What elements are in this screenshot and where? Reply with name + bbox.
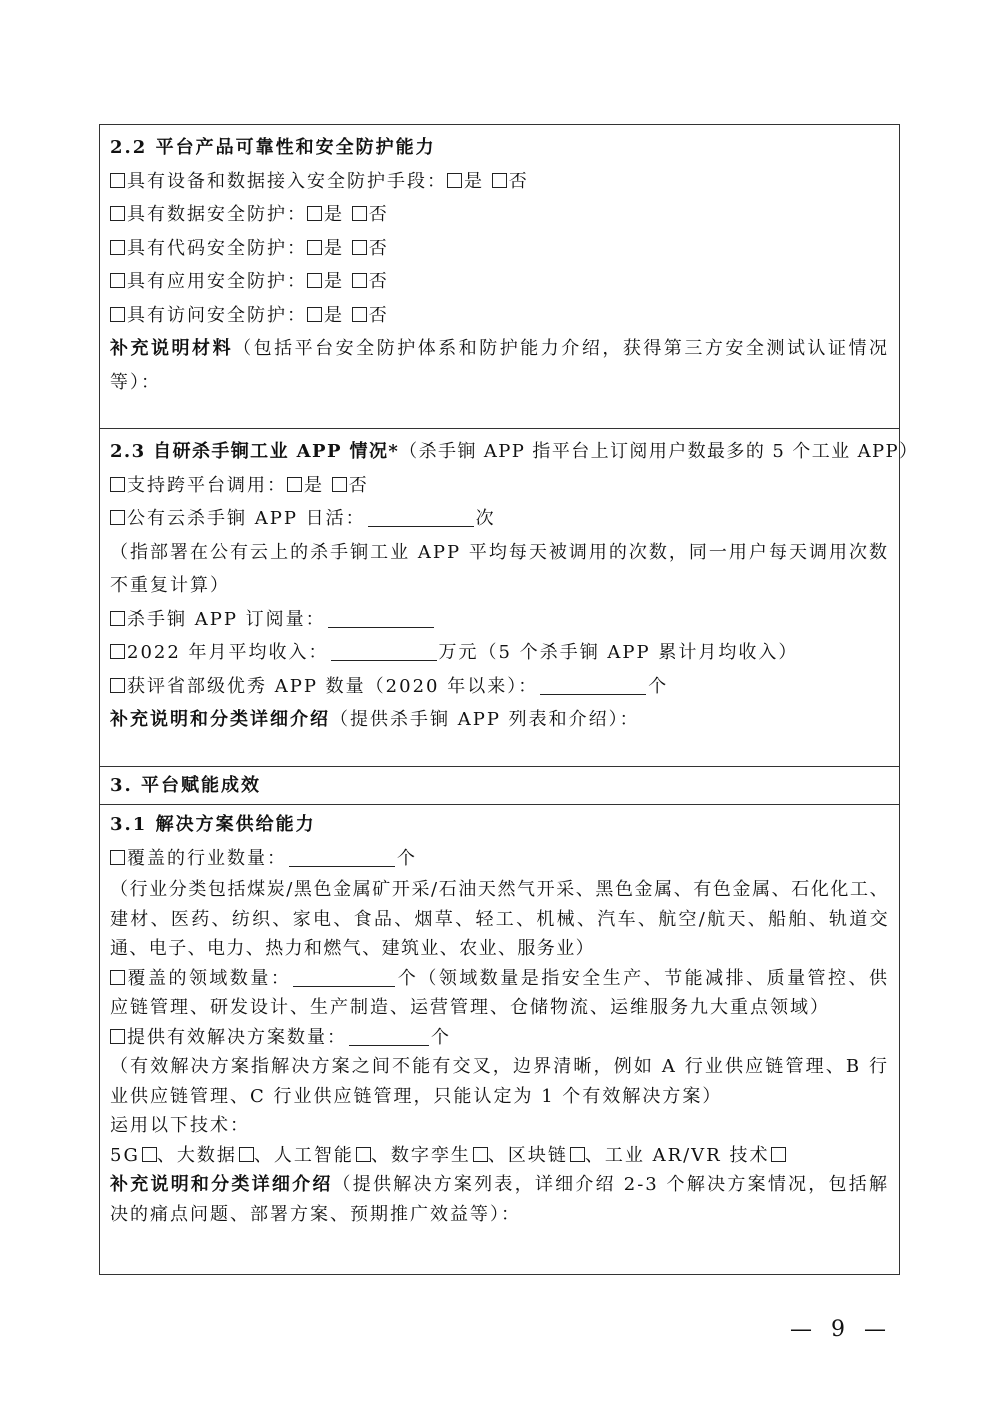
dau-note: （指部署在公有云上的杀手锏工业 APP 平均每天被调用的次数，同一用户每天调用次数不重复计算） <box>110 541 889 596</box>
no-checkbox[interactable] <box>352 273 367 288</box>
subscription-row: 杀手锏 APP 订阅量： <box>110 603 889 637</box>
checkbox[interactable] <box>110 611 125 626</box>
checkbox[interactable] <box>110 644 125 659</box>
industry-count-row: 覆盖的行业数量： 个 <box>110 842 889 876</box>
section-3-1-title: 3.1 解决方案供给能力 <box>110 814 316 835</box>
income-row: 2022 年月平均收入： 万元（5 个杀手锏 APP 累计月均收入） <box>110 636 889 670</box>
industry-note: （行业分类包括煤炭/黑色金属矿开采/石油天然气开采、黑色金属、有色金属、石化化工、建材、医药、纺织、家电、食品、烟草、轻工、机械、汽车、航空/航天、船舶、轨道交通、电子、电力、热力和燃气、建筑业、农业、服务业） <box>110 879 889 959</box>
tech-intro: 运用以下技术： <box>110 1115 250 1136</box>
no-checkbox[interactable] <box>332 477 347 492</box>
tech-5g-checkbox[interactable] <box>142 1147 157 1162</box>
security-item-2: 具有数据安全防护： 是 否 <box>110 198 889 232</box>
section-2-2 <box>100 125 899 429</box>
section-2-3 <box>100 429 919 767</box>
security-item-1: 具有设备和数据接入安全防护手段： 是 否 <box>110 165 889 199</box>
no-checkbox[interactable] <box>352 307 367 322</box>
page-number: — 9 — <box>790 1317 892 1342</box>
cross-platform-row: 支持跨平台调用： 是 否 <box>110 469 889 503</box>
yes-checkbox[interactable] <box>307 273 322 288</box>
award-row: 获评省部级优秀 APP 数量（2020 年以来）： 个 <box>110 670 889 704</box>
yes-checkbox[interactable] <box>307 240 322 255</box>
section-3 <box>100 767 899 805</box>
security-item-5: 具有访问安全防护： 是 否 <box>110 299 889 333</box>
industry-blank[interactable] <box>289 848 395 867</box>
supplementary-note: 补充说明和分类详细介绍（提供解决方案列表，详细介绍 2-3 个解决方案情况，包括解决的痛点问题、部署方案、预期推广效益等）： <box>110 1174 889 1225</box>
no-checkbox[interactable] <box>352 240 367 255</box>
tech-bigdata-checkbox[interactable] <box>239 1147 254 1162</box>
solution-count-row: 提供有效解决方案数量： 个 <box>110 1023 889 1053</box>
supplementary-note: 补充说明材料（包括平台安全防护体系和防护能力介绍，获得第三方安全测试认证情况等）： <box>110 338 890 393</box>
application-form-table <box>99 124 919 1275</box>
yes-checkbox[interactable] <box>307 206 322 221</box>
yes-checkbox[interactable] <box>307 307 322 322</box>
subscription-blank[interactable] <box>328 609 434 628</box>
section-3-1 <box>100 805 899 1274</box>
section-2-2-title: 2.2 平台产品可靠性和安全防护能力 <box>110 137 436 158</box>
checkbox[interactable] <box>110 850 125 865</box>
yes-checkbox[interactable] <box>287 477 302 492</box>
domain-blank[interactable] <box>293 968 395 987</box>
tech-ai-checkbox[interactable] <box>356 1147 371 1162</box>
checkbox[interactable] <box>110 173 125 188</box>
section-3-title: 3. 平台赋能成效 <box>110 775 262 796</box>
tech-row: 5G 、大数据 、人工智能 、数字孪生 、区块链 、工业 AR/VR 技术 <box>110 1141 889 1171</box>
yes-checkbox[interactable] <box>447 173 462 188</box>
solution-note: （有效解决方案指解决方案之间不能有交叉，边界清晰，例如 A 行业供应链管理、B 行业供应链管理、C 行业供应链管理，只能认定为 1 个有效解决方案） <box>110 1056 889 1107</box>
no-checkbox[interactable] <box>352 206 367 221</box>
checkbox[interactable] <box>110 273 125 288</box>
checkbox[interactable] <box>110 307 125 322</box>
award-blank[interactable] <box>540 676 646 695</box>
checkbox[interactable] <box>110 240 125 255</box>
security-item-3: 具有代码安全防护： 是 否 <box>110 232 889 266</box>
checkbox[interactable] <box>110 477 125 492</box>
section-2-3-title: 2.3 自研杀手锏工业 APP 情况*（杀手锏 APP 指平台上订阅用户数最多的 5 个工业 APP） <box>110 441 919 462</box>
domain-count-row: 覆盖的领域数量： 个（领域数量是指安全生产、节能减排、质量管控、供应链管理、研发设计、生产制造、运营管理、仓储物流、运维服务九大重点领域） <box>110 967 890 1018</box>
no-checkbox[interactable] <box>492 173 507 188</box>
tech-blockchain-checkbox[interactable] <box>570 1147 585 1162</box>
solution-blank[interactable] <box>349 1027 429 1046</box>
security-item-4: 具有应用安全防护： 是 否 <box>110 265 889 299</box>
supplementary-note: 补充说明和分类详细介绍（提供杀手锏 APP 列表和介绍）： <box>110 709 640 730</box>
income-blank[interactable] <box>331 642 437 661</box>
checkbox[interactable] <box>110 510 125 525</box>
dau-row: 公有云杀手锏 APP 日活： 次 <box>110 502 889 536</box>
tech-ar-vr-checkbox[interactable] <box>771 1147 786 1162</box>
checkbox[interactable] <box>110 1029 125 1044</box>
checkbox[interactable] <box>110 970 125 985</box>
dau-blank[interactable] <box>368 508 474 527</box>
tech-digital-twin-checkbox[interactable] <box>473 1147 488 1162</box>
checkbox[interactable] <box>110 206 125 221</box>
checkbox[interactable] <box>110 678 125 693</box>
